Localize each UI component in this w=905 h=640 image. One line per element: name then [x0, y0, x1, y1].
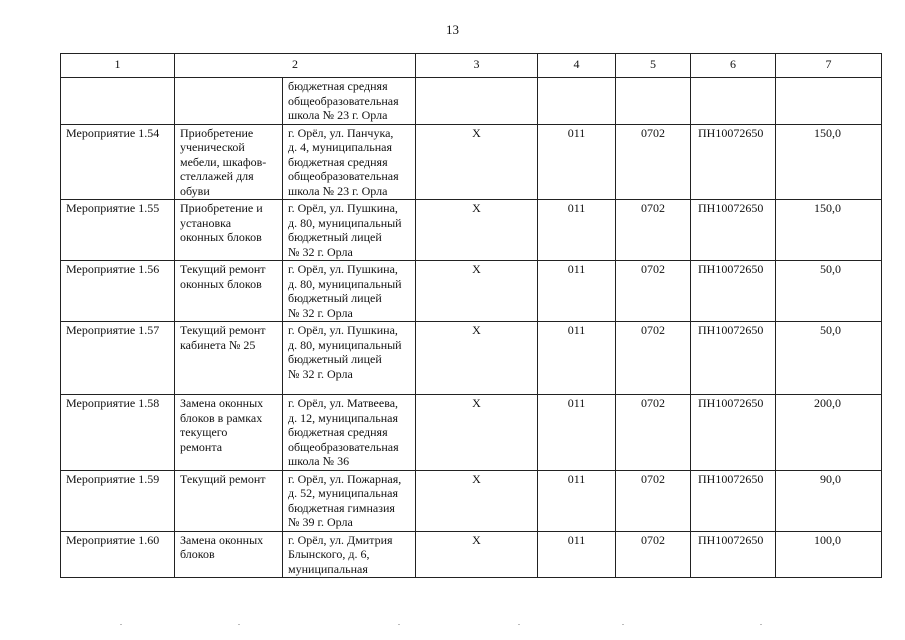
code-cell: ПН10072650	[691, 124, 776, 200]
table-row	[61, 322, 882, 395]
amount-cell: 50,0	[776, 261, 882, 322]
address-cell: г. Орёл, ул. Пушкина, д. 80, муниципальный бюджетный лицей № 32 г. Орла	[283, 322, 416, 395]
column-header-3: 3	[416, 54, 538, 78]
event-id-cell	[61, 78, 175, 125]
column-header-5: 5	[616, 54, 691, 78]
col3-cell: Х	[416, 395, 538, 471]
code-cell: ПН10072650	[691, 261, 776, 322]
address-cell: г. Орёл, ул. Пушкина, д. 80, муниципальный бюджетный лицей № 32 г. Орла	[283, 261, 416, 322]
address-cell: г. Орёл, ул. Матвеева, д. 12, муниципальная бюджетная средняя общеобразовательная школа № 36	[283, 395, 416, 471]
event-name-cell	[175, 78, 283, 125]
event-name-cell: Приобретение ученической мебели, шкафов- стеллажей для обуви	[175, 124, 283, 200]
event-name-cell: Текущий ремонт кабинета № 25	[175, 322, 283, 395]
col3-cell	[416, 78, 538, 125]
col3-cell: Х	[416, 470, 538, 531]
event-name-cell: Замена оконных блоков в рамках текущего ремонта	[175, 395, 283, 471]
column-header-7: 7	[776, 54, 882, 78]
column-header-6: 6	[691, 54, 776, 78]
code-cell: ПН10072650	[691, 200, 776, 261]
col3-cell: Х	[416, 261, 538, 322]
table-row	[61, 124, 882, 200]
col5-cell: 0702	[616, 124, 691, 200]
amount-cell: 100,0	[776, 531, 882, 578]
col4-cell: 011	[538, 531, 616, 578]
table-row	[61, 261, 882, 322]
address-cell: г. Орёл, ул. Пожарная, д. 52, муниципальная бюджетная гимназия № 39 г. Орла	[283, 470, 416, 531]
col4-cell: 011	[538, 200, 616, 261]
address-cell: г. Орёл, ул. Пушкина, д. 80, муниципальный бюджетный лицей № 32 г. Орла	[283, 200, 416, 261]
amount-cell	[776, 78, 882, 125]
col5-cell	[616, 78, 691, 125]
col5-cell: 0702	[616, 470, 691, 531]
amount-cell: 50,0	[776, 322, 882, 395]
amount-cell: 90,0	[776, 470, 882, 531]
amount-cell: 200,0	[776, 395, 882, 471]
col3-cell: Х	[416, 531, 538, 578]
col3-cell: Х	[416, 200, 538, 261]
code-cell: ПН10072650	[691, 322, 776, 395]
col4-cell: 011	[538, 261, 616, 322]
code-cell	[691, 78, 776, 125]
code-cell: ПН10072650	[691, 395, 776, 471]
event-name-cell: Текущий ремонт оконных блоков	[175, 261, 283, 322]
page-number: 13	[446, 22, 459, 37]
code-cell: ПН10072650	[691, 531, 776, 578]
event-name-cell: Текущий ремонт	[175, 470, 283, 531]
address-cell: г. Орёл, ул. Панчука, д. 4, муниципальная бюджетная средняя общеобразовательная школа № 23 г. Орла	[283, 124, 416, 200]
col3-cell: Х	[416, 322, 538, 395]
event-id-cell: Мероприятие 1.55	[61, 200, 175, 261]
address-cell: г. Орёл, ул. Дмитрия Блынского, д. 6, муниципальная	[283, 531, 416, 578]
table-row	[61, 531, 882, 578]
event-id-cell: Мероприятие 1.59	[61, 470, 175, 531]
table-row	[61, 395, 882, 471]
table-row	[61, 78, 882, 125]
col5-cell: 0702	[616, 395, 691, 471]
col4-cell: 011	[538, 470, 616, 531]
col4-cell: 011	[538, 124, 616, 200]
column-header-1: 1	[61, 54, 175, 78]
amount-cell: 150,0	[776, 124, 882, 200]
event-id-cell: Мероприятие 1.58	[61, 395, 175, 471]
col5-cell: 0702	[616, 322, 691, 395]
code-cell: ПН10072650	[691, 470, 776, 531]
event-name-cell: Приобретение и установка оконных блоков	[175, 200, 283, 261]
address-cell: бюджетная средняя общеобразовательная школа № 23 г. Орла	[283, 78, 416, 125]
scan-artifacts	[0, 620, 905, 630]
event-id-cell: Мероприятие 1.56	[61, 261, 175, 322]
column-header-2: 2	[175, 54, 416, 78]
col5-cell: 0702	[616, 200, 691, 261]
col3-cell: Х	[416, 124, 538, 200]
col5-cell: 0702	[616, 261, 691, 322]
measures-table	[60, 53, 882, 578]
col4-cell	[538, 78, 616, 125]
table-row	[61, 200, 882, 261]
table-header-row	[61, 54, 882, 78]
event-id-cell: Мероприятие 1.57	[61, 322, 175, 395]
event-id-cell: Мероприятие 1.54	[61, 124, 175, 200]
column-header-4: 4	[538, 54, 616, 78]
event-name-cell: Замена оконных блоков	[175, 531, 283, 578]
col4-cell: 011	[538, 395, 616, 471]
col5-cell: 0702	[616, 531, 691, 578]
table-row	[61, 470, 882, 531]
event-id-cell: Мероприятие 1.60	[61, 531, 175, 578]
col4-cell: 011	[538, 322, 616, 395]
amount-cell: 150,0	[776, 200, 882, 261]
